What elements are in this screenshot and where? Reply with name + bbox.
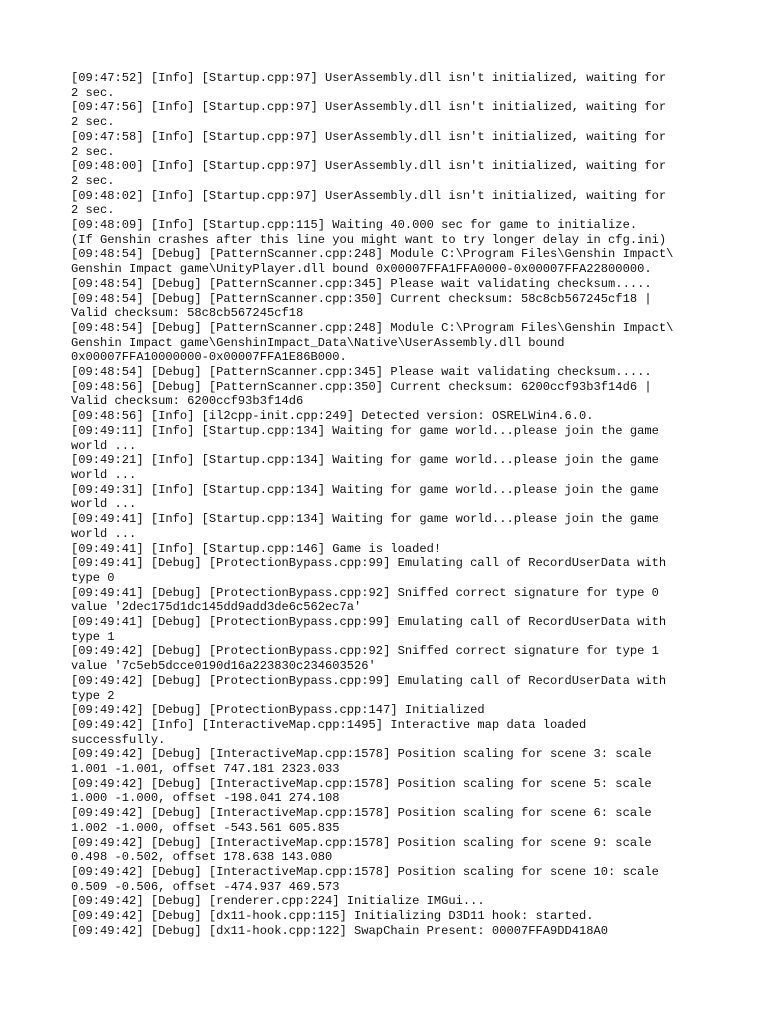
log-line: 1.000 -1.000, offset -198.041 274.108 (71, 791, 340, 806)
log-line: 0.509 -0.506, offset -474.937 469.573 (71, 879, 340, 894)
log-line: [09:48:09] [Info] [Startup.cpp:115] Waiting 40.000 sec for game to initialize. (71, 218, 638, 233)
log-line: 2 sec. (71, 173, 115, 188)
log-line: value '2dec175d1dc145dd9add3de6c562ec7a' (71, 600, 362, 615)
log-line: type 0 (71, 570, 115, 585)
log-line: world ... (71, 467, 137, 482)
log-line: [09:49:42] [Debug] [ProtectionBypass.cpp:92] Sniffed correct signature for type 1 (71, 644, 659, 659)
log-line: [09:48:54] [Debug] [PatternScanner.cpp:350] Current checksum: 58c8cb567245cf18 | (71, 291, 652, 306)
log-line: [09:47:58] [Info] [Startup.cpp:97] UserAssembly.dll isn't initialized, waiting for (71, 129, 667, 144)
log-line: [09:49:41] [Debug] [ProtectionBypass.cpp:99] Emulating call of RecordUserData with (71, 556, 667, 571)
log-line: world ... (71, 497, 137, 512)
log-line: world ... (71, 526, 137, 541)
log-line: Valid checksum: 58c8cb567245cf18 (71, 306, 304, 321)
log-line: [09:48:56] [Info] [il2cpp-init.cpp:249] Detected version: OSRELWin4.6.0. (71, 409, 594, 424)
log-line: [09:49:42] [Debug] [InteractiveMap.cpp:1578] Position scaling for scene 9: scale (71, 835, 652, 850)
log-line: [09:47:56] [Info] [Startup.cpp:97] UserAssembly.dll isn't initialized, waiting for (71, 100, 667, 115)
log-line: [09:49:42] [Debug] [dx11-hook.cpp:122] SwapChain Present: 00007FFA9DD418A0 (71, 923, 609, 938)
log-line: [09:49:41] [Info] [Startup.cpp:146] Game is loaded! (71, 541, 442, 556)
log-line: [09:49:11] [Info] [Startup.cpp:134] Waiting for game world...please join the game (71, 423, 659, 438)
log-line: type 1 (71, 629, 115, 644)
log-line: Valid checksum: 6200ccf93b3f14d6 (71, 394, 304, 409)
log-line: [09:49:31] [Info] [Startup.cpp:134] Waiting for game world...please join the game (71, 482, 659, 497)
log-line: [09:49:41] [Info] [Startup.cpp:134] Waiting for game world...please join the game (71, 512, 659, 527)
log-line: Genshin Impact game\UnityPlayer.dll bound 0x00007FFA1FFA0000-0x00007FFA22800000. (71, 262, 652, 277)
log-line: type 2 (71, 688, 115, 703)
log-line: [09:48:54] [Debug] [PatternScanner.cpp:345] Please wait validating checksum..... (71, 276, 652, 291)
log-line: [09:49:42] [Debug] [InteractiveMap.cpp:1578] Position scaling for scene 6: scale (71, 806, 652, 821)
log-line: [09:49:42] [Debug] [InteractiveMap.cpp:1578] Position scaling for scene 5: scale (71, 776, 652, 791)
log-line: value '7c5eb5dcce0190d16a223830c234603526' (71, 659, 376, 674)
log-line: 0.498 -0.502, offset 178.638 143.080 (71, 850, 333, 865)
log-line: Genshin Impact game\GenshinImpact_Data\Native\UserAssembly.dll bound (71, 335, 565, 350)
log-line: [09:49:42] [Debug] [InteractiveMap.cpp:1578] Position scaling for scene 3: scale (71, 747, 652, 762)
log-line: 2 sec. (71, 85, 115, 100)
log-line: [09:48:54] [Debug] [PatternScanner.cpp:345] Please wait validating checksum..... (71, 365, 652, 380)
log-line: [09:49:21] [Info] [Startup.cpp:134] Waiting for game world...please join the game (71, 453, 659, 468)
log-line: 2 sec. (71, 203, 115, 218)
log-line: 2 sec. (71, 115, 115, 130)
log-line: [09:48:02] [Info] [Startup.cpp:97] UserAssembly.dll isn't initialized, waiting for (71, 188, 667, 203)
log-line: [09:48:54] [Debug] [PatternScanner.cpp:248] Module C:\Program Files\Genshin Impact\ (71, 247, 674, 262)
log-line: [09:49:42] [Info] [InteractiveMap.cpp:1495] Interactive map data loaded (71, 717, 587, 732)
log-output (71, 71, 701, 938)
log-line: [09:49:41] [Debug] [ProtectionBypass.cpp:92] Sniffed correct signature for type 0 (71, 585, 659, 600)
log-line: successfully. (71, 732, 166, 747)
log-line: [09:47:52] [Info] [Startup.cpp:97] UserAssembly.dll isn't initialized, waiting for (71, 71, 667, 85)
log-line: 2 sec. (71, 144, 115, 159)
log-line: [09:48:00] [Info] [Startup.cpp:97] UserAssembly.dll isn't initialized, waiting for (71, 159, 667, 174)
log-line: 0x00007FFA10000000-0x00007FFA1E86B000. (71, 350, 347, 365)
log-line: [09:49:42] [Debug] [dx11-hook.cpp:115] Initializing D3D11 hook: started. (71, 909, 594, 924)
log-line: [09:49:42] [Debug] [renderer.cpp:224] Initialize IMGui... (71, 894, 485, 909)
log-line: [09:49:42] [Debug] [ProtectionBypass.cpp:147] Initialized (71, 703, 485, 718)
log-line: world ... (71, 438, 137, 453)
log-line: 1.001 -1.001, offset 747.181 2323.033 (71, 762, 340, 777)
log-line: [09:49:42] [Debug] [InteractiveMap.cpp:1578] Position scaling for scene 10: scale (71, 864, 659, 879)
log-line: [09:49:41] [Debug] [ProtectionBypass.cpp:99] Emulating call of RecordUserData with (71, 615, 667, 630)
log-line: [09:48:54] [Debug] [PatternScanner.cpp:248] Module C:\Program Files\Genshin Impact\ (71, 320, 674, 335)
log-line: 1.002 -1.000, offset -543.561 605.835 (71, 820, 340, 835)
log-line: [09:49:42] [Debug] [ProtectionBypass.cpp:99] Emulating call of RecordUserData with (71, 673, 667, 688)
log-line: (If Genshin crashes after this line you might want to try longer delay in cfg.ini) (71, 232, 667, 247)
log-line: [09:48:56] [Debug] [PatternScanner.cpp:350] Current checksum: 6200ccf93b3f14d6 | (71, 379, 652, 394)
